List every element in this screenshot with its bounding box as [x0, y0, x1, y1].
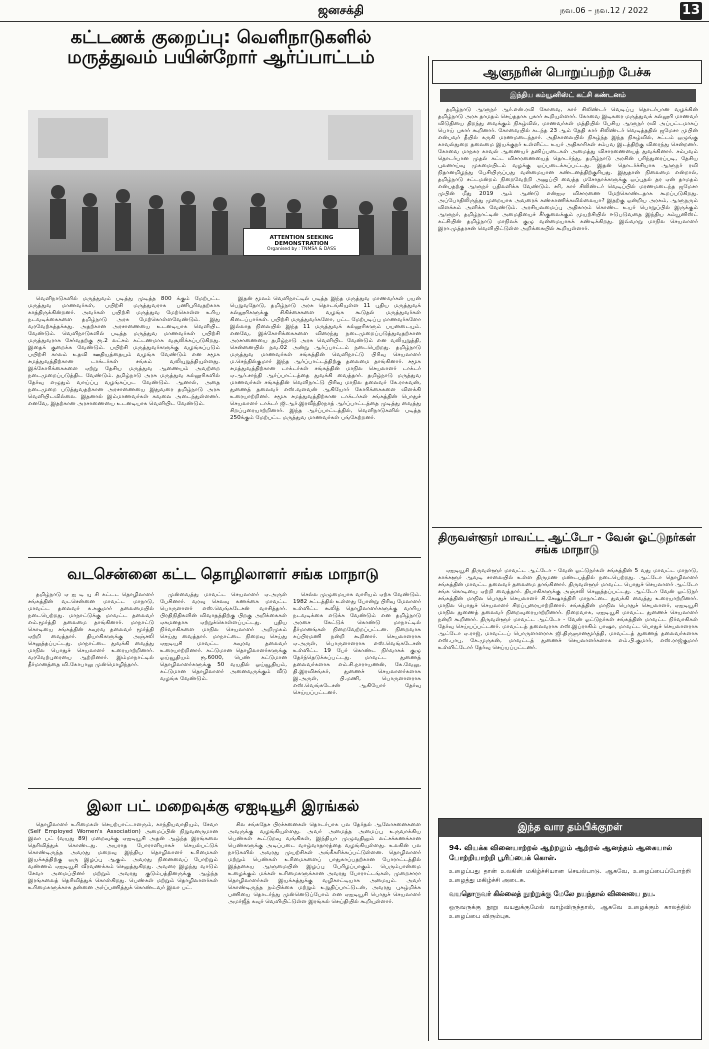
section-rule — [28, 788, 421, 789]
section-rule — [28, 557, 421, 558]
governor-headline-box — [432, 60, 702, 84]
ila-article-col-2 — [228, 822, 421, 1034]
north-article-col-3 — [293, 592, 421, 778]
ila-article-col-1 — [28, 822, 218, 1034]
north-chennai-headline: வடசென்னை கட்ட தொழிலாளர் சங்க மாநாடு — [67, 565, 379, 583]
lead-article-col-2-text: இதன் மூலம் வெளிநாட்டில் படித்த இந்த மருத்துவ மாணவர்கள் பயன் பெறுவதோடு, தமிழ்நாடு அரசு தொடங்கியுள்ள 11 புதிய மருத்துவக் கல்லூரிகளுக்கு சிகிச்சைகளை வழங்க கூடுதல் மருத்துவர்கள் கிடைப்பார்கள். பயிற்சி மருத்துவர்களோ, பட்ட மேற்படிப்பு மாணவர்களோ இல்லாத நிலையில் இந்த 11 மருத்துவக் கல்லூரிகளும் பயனடையும். எனவே, இக்கோரிக்கைகளை விரைந்து நடைமுறைப்படுத்துவதற்கான அரசாணையை தமிழ்நாடு அரசு வெளியிட வேண்டும் என வலியுறுத்தி, சென்னையில் நவ.02 அன்று ஆர்ப்பாட்டம் நடைபெற்றது. தமிழ்நாடு மருத்துவ மாணவர்கள் சங்கத்தின் வெளிநாட்டு பிரிவு செயலாளர் ம.செந்தில்குமார் இந்த ஆர்ப்பாட்டத்திற்கு தலைமை தாங்கினார். சமூக சமத்துவத்திற்கான டாக்டர்கள் சங்கத்தின் மாநில செயலாளர் டாக்டர் ஏ.ஆர்.சாந்தி ஆர்ப்பாட்டத்தை துவக்கி வைத்தார். தமிழ்நாடு மருத்துவ மாணவர்கள் சங்கத்தின் வெளிநாட்டு பிரிவு மாநில தலைவர் கே.ராகவன், துணைத் தலைவர் எஸ்.வளவன் ஆகியோர் கோரிக்கைகளை விளக்கி உரையாற்றினர். சமூக சமத்துவத்திற்கான டாக்டர்கள் சங்கத்தின் பொதுச் செயலாளர் டாக்டர் ஜி.ஆர்.இரவீந்திரநாத் ஆர்ப்பாட்டத்தை முடித்து வைத்து சிறப்புரையாற்றினார். இந்த ஆர்ப்பாட்டத்தில், வெளிநாடுகளில் படித்த 250க்கும் மேற்பட்ட மருத்துவ மாணவர்கள் பங்கேற்றனர். — [230, 296, 421, 421]
governor-article-body — [438, 107, 698, 521]
masthead: ஜனசக்தி — [318, 3, 364, 17]
north-article-col-2 — [160, 592, 287, 778]
governor-headline: ஆளுநரின் பொறுப்பற்ற பேச்சு — [483, 65, 651, 79]
main-headline-line-1: கட்டணக் குறைப்பு: வெளிநாடுகளில் — [70, 27, 372, 48]
kural-explanation-2: ஒருவருக்கு நூறு வயதுக்குமேல் வாழ்விருந்தால், ஆகவே உழைக்கும் காலத்தில் உழைப்பை விரும்புக. — [449, 904, 691, 920]
kural-box — [438, 818, 702, 1040]
kural-verse: 94. வியக்க வினையாற்றல் ஆற்றலும் ஆற்றல் ஆனந்தம் ஆகையால் போற்றியாற்றி பூரிப்பைக் கொள். — [449, 843, 673, 862]
auto-union-headline: திருவள்ளூர் மாவட்ட ஆட்டோ - வேன் ஓட்டுநர்கள் சங்க மாநாடு — [438, 531, 696, 557]
protest-banner-subtext: Organised by : TNMSA & DASS — [267, 247, 336, 252]
protest-photo — [28, 110, 421, 290]
governor-subheadline: இந்திய கம்யூனிஸ்ட் கட்சி கண்டனம் — [440, 89, 696, 102]
protest-banner — [243, 228, 360, 256]
north-article-col-1-text: தமிழ்நாடு ஏ ஐ டி யு சி கட்டட தொழிலாளர் சங்கத்தின் வடசென்னை மாவட்ட மாநாடு, மாவட்ட தலைவர் க.சுகுமார் தலைமையில் நடைபெற்றது. மாநாட்டுக்கு மாவட்ட தலைவர் எம்.மூர்த்தி தலைமை தாங்கினார். மாநாட்டு கொடியை சங்கத்தின் கவுரவ தலைவர் மூர்த்தி ஏற்றி வைத்தார். தியாகிகளுக்கு அஞ்சலி செலுத்தப்பட்டது. மாநாட்டை துவக்கி வைத்து மாநில பொதுச் செயலாளர் உரையாற்றினார். வரவேற்புரையை ஆற்றினார். இம்மாநாட்டில் தீர்மானத்தை வி.கோபாலு முன்மொழிந்தார். — [28, 592, 154, 668]
kural-title: இந்த வார தம்பிக்குறள் — [439, 819, 701, 837]
protest-banner-text: ATTENTION SEEKING DEMONSTRATION — [269, 235, 334, 247]
lead-article-col-1 — [28, 296, 220, 552]
main-headline — [20, 28, 422, 68]
lead-article-col-2 — [230, 296, 421, 552]
ila-bhatt-headline: இலா பட் மறைவுக்கு ஏஐடியூசி இரங்கல் — [86, 797, 360, 815]
lead-article-col-1-text: வெளிநாடுகளில் மருத்துவம் படித்து முடித்த 800 க்கும் மேற்பட்ட மருத்துவ மாணவர்கள், பயிற்சி மருத்துவராக பணிபுரிவதற்காக காத்திருக்கின்றனர். அவர்கள் பயிற்சி மருத்துவ மேற்கொள்ள உரிய நடவடிக்கைகளை தமிழ்நாடு அரசு மேற்கொள்ளவேண்டும். இது வரவேற்கத்தக்கது. அதற்கான அரசாணையை உடனடியாக வெளியிட வேண்டும். வெளிநாடுகளில் படித்த மருத்துவ மாணவர்கள் பயிற்சி மருத்துவராக சேர்வதற்கு ரூ.2 லட்சம் கட்டணமாக வசூலிக்கப்படுகிறது. இதைக் குறைக்க வேண்டும். பயிற்சி மருத்துவர்களுக்கு வழங்கப்படும் பயிற்சி காலம் உதவி ஊதியத்தையும் வழங்க வேண்டும் என சமூக சமத்துவத்திற்கான டாக்டர்கள் சங்கம் வலியுறுத்தியுள்ளது. இக்கோரிக்கைகளை ஏற்று தேசிய மருத்துவ ஆணையம் அவற்றை நடைமுறைப்படுத்திட வேண்டும். தமிழ்நாடு அரசு மருத்துவ கல்லூரிகளில் தேர்வு எழுதும் வாய்ப்பு வழங்கப்பட வேண்டும். ஆனால், அதை நடைமுறை படுத்துவதற்கான அரசாணையை இதுவரை தமிழ்நாடு அரசு வெளியிடவில்லை. இதனால் இம்மாணவர்கள் கவலை அடைந்துள்ளனர். எனவே, இதற்கான அரசாணையை உடனடியாக வெளியிட வேண்டும். — [28, 296, 220, 407]
north-article-col-1 — [28, 592, 154, 778]
page-header — [0, 0, 709, 22]
column-divider — [428, 56, 429, 1041]
kural-verse-2: வயதொருவர் கில்லைத் நூற்றுக்கு மேலே நயந்தால் வினையை நய. — [449, 890, 656, 898]
protest-photo-figures — [28, 110, 421, 290]
governor-article-text: தமிழ்நாடு ஆளுநர் ஆர்.என்.ரவி கோவை, கார் சிலிண்டர் வெடிப்பு தொடர்பான வழக்கின் தமிழ்நாடு அரசு தாமதம் செய்ததாக புகார் கூறியுள்ளார். கோவை இடிகரை மருத்துவக் கல்லூரி மாணவர் விடுதியை திறந்து வைக்கும் நிகழ்வில், மாணவர்கள் மத்தியில் பேசிய ஆளுநர் ரவி அப்பட்டமாகப் பொய் புகார் கூறினார். கோவையில் கடந்த 23 ஆம் தேதி கார் சிலிண்டர் வெடித்ததில் ஜமேசா முபின் என்பவர் தீயில் கருகி மரணமடைந்தார். அதிகாலையில் நிகழ்ந்த இந்த நிகழ்வில், சட்டம் ஒழுங்கு காவல்துறை தலைமை இயக்குநர் உள்ளிட்ட உயர் அதிகாரிகள் சம்பவ இடத்திற்கு விரைந்து சென்றனர். கோவை மாநகர காவல் ஆணையர் தனிப்படைகள் அமைத்து விசாரணையைத் துவக்கினார். சம்பவம் தொடர்பான முதல் கட்ட விசாரணையைத் தொடர்ந்து, தமிழ்நாடு அரசின் பரிந்துரைப்படி, தேசிய புலனாய்வு முகமையிடம் வழக்கு ஒப்படைக்கப்பட்டது. இதன் தொடர்ச்சியாக ஆளுநர் ரவி நிதானமிழந்து பேசியிருப்பது வன்மையான கண்டனத்திற்குரியது. இதுதான் நிலைமை என்றால், தமிழ்நாடு சட்டமன்றம் நிறைவேற்றி அனுப்பி வைத்த மசோதாக்களுக்கு ஒப்புதல் தர ஏன் தாமதம் என்பதற்கு ஆளுநர் பதிலளிக்க வேண்டும். சரி, கார் சிலிண்டர் வெடிப்பில் மரணமடைந்த ஜமேசா முபின் மீது 2019 ஆம் ஆண்டு என்ஐஏ விசாரணை மேற்கொண்டதாக கூறப்படுகிறது. அப்போதிலிருந்து முறையாக அவரைக் கண்காணிக்கவில்லையா? இதற்கு ஒன்றிய அரசும், ஆளுநரும் விளக்கம் அளிக்க வேண்டும். அரசியலமைப்பு அதிகாரம் கொண்ட உயர் பொறுப்பில் இருக்கும் ஆளுநர், தமிழ்நாட்டின் அமைதியைச் சீர்குலைக்கும் முயற்சியில் ஈடுபடுவதை இந்திய கம்யூனிஸ்ட் கட்சியின் தமிழ்நாடு மாநிலக் குழு வன்மையாகக் கண்டிக்கிறது. இவ்வாறு மாநில செயலாளர் இரா.முத்தரசன் வெளியிட்டுள்ள அறிக்கையில் கூறியுள்ளார். — [438, 107, 698, 232]
kural-explanation-1: உழைப்பது தான் உலகின் மகிழ்ச்சியான செயல்பாடு. ஆகவே, உழைப்பைப்போற்றி உழைத்து மகிழ்ச்சி அடைக. — [449, 868, 691, 884]
north-article-col-3-text: செல்ல முழுமையாக வாரியம் ஏற்க வேண்டும். 1982 சட்டத்தில் உள்ளது போன்று பிரிவு மேலாளர் உள்ளிட்ட கூலித் தொழிலாளர்களுக்கு வாரிய நடவடிக்கை எடுக்க வேண்டும் என தமிழ்நாடு அரசை கேட்டுக் கொண்டு மாநாட்டில் தீர்மானங்கள் நிறைவேற்றப்பட்டன. நிறைவாக சுப்பிரமணி நன்றி கூறினார். செயலாளராக ஏ.அருள், பொருளாளராக எஸ்.வெங்கடேசன் உள்ளிட்ட 19 பேர் கொண்ட நிர்வாகக் குழு தேர்ந்தெடுக்கப்பட்டது. மாவட்ட துணைத் தலைவர்களாக எம்.சி.நாராயணன், கே.வேலு, தி.இரவிசங்கர், துணைச் செயலாளர்களாக இ.அருள், பி.மணி, பொருளாளராக எஸ்.வெங்கடேசன் ஆகியோர் தேர்வு செய்யப்பட்டனர். — [293, 592, 421, 696]
auto-union-article-text: ஏஐடியூசி திருவள்ளூர் மாவட்ட ஆட்டோ - வேன் ஓட்டுநர்கள் சங்கத்தின் 5 வது மாவட்ட மாநாடு, காக்களூர் ஆவடி சாலையில் உள்ள திருமண மண்டபத்தில் நடைபெற்றது. ஆட்டோ தொழிலாளர் சங்கத்தின் மாவட்ட தலைவர் தலைமை தாங்கினார். திருவள்ளூர் மாவட்ட பொதுச் செயலாளர் ஆட்டோ சங்க கொடியை ஏற்றி வைத்தார். தியாகிகளுக்கு அஞ்சலி செலுத்தப்பட்டது. ஆட்டோ வேன் ஓட்டுநர் சங்கத்தின் மாநில பொதுச் செயலாளர் சி.சேஷாத்திரி மாநாட்டை துவக்கி வைத்து உரையாற்றினார். மாநில பொதுச் செயலாளர் சிறப்புரையாற்றினார். சங்கத்தின் மாநில பொதுச் செயலாளர், ஏஐடியூசி மாநில துணைத் தலைவர் நிறைவுரையாற்றினார். நிறைவாக, ஏஐடியூசி மாவட்ட துணைச் செயலாளர் நன்றி கூறினார். திருவள்ளூர் மாவட்ட ஆட்டோ - வேன் ஓட்டுநர்கள் சங்கத்தின் மாவட்ட நிர்வாகிகள் தேர்வு செய்யப்பட்டனர். மாவட்டத் தலைவராக எஸ்.இப்ராகிம் பாஷா, மாவட்ட பொதுச் செயலாளராக ஆட்டோ ஏ.ராஜ், மாவட்டப் பொருளாளராக ஜி.திருஞானமூர்த்தி, மாவட்டத் துணைத் தலைவர்களாக எஸ்.பாபு, கே.முருகன், மாவட்டத் துணைச் செயலாளர்களாக எம்.பி.குமார், எஸ்.ராஜ்குமார் உள்ளிட்டோர் தேர்வு செய்யப்பட்டனர். — [438, 568, 698, 651]
issue-date: நவ.06 – நவ.12 / 2022 — [560, 6, 649, 15]
ila-article-col-1-text: தொழிலாளர் உரிமைகள் செயற்பாட்டாளரும், காந்தியவாதியும், சேவா (Self Employed Women's Association) அமைப்பின் நிறுவனருமான இலா பட் (வயது 89) மறைவுக்கு ஏஐடியூசி அதன் ஆழ்ந்த இரங்கலை தெரிவித்துக் கொண்டது. அயராத போராளியாகச் செயல்பட்டுக் கொண்டிருந்த அவரது மறைவு இந்திய தொழிலாளர் உரிமைகள் இயக்கத்திற்கு ஒரு இழப்பு ஆகும். அவரது நினைவைப் போற்றும் வண்ணம் ஏஐடியூசி வீரவணக்கம் செலுத்துகிறது. அவரை இழந்து வாடும் சேவா அமைப்பினர் மற்றும் அவரது குடும்பத்தினருக்கு ஆழ்ந்த இரங்கலைத் தெரிவித்துக் கொள்கிறது. பெண்கள் மற்றும் தொழிலாளர்கள் உரிமைகளுக்காக தன்னை அர்ப்பணித்துக் கொண்டவர் இலா பட். — [28, 822, 218, 891]
section-rule — [432, 527, 702, 528]
auto-union-article-body — [438, 568, 698, 812]
main-headline-line-2: மருத்துவம் பயின்றோர் ஆர்ப்பாட்டம் — [67, 46, 375, 68]
north-article-col-2-text: முன்வைத்து மாவட்ட செயலாளர் ஏ.அருள் பேசினார். வரவு செலவு கணக்கை மாவட்ட பொருளாளர் எஸ்.வெங்கடேசன் வாசித்தார். பிரதிநிதிகளின் விவாதத்திற்கு பிறகு அறிக்கைகள் ஏகமனதாக ஏற்றுக்கொள்ளப்பட்டது. புதிய நிர்வாகிகளை மாநில செயலாளர் அறிமுகம் செய்து வைத்தார். மாநாட்டை நிறைவு செய்து ஏஐடியுசி மாவட்ட கவுரவ தலைவர் உரையாற்றினார். கட்டுமான தொழிலாளர்களுக்கு ஓய்வூதியம் ரூ.6000, பெண் கட்டுமான தொழிலாளர்களுக்கு 50 வயதில் ஓய்வூதியம், கட்டுமான தொழிலாளர் அனைவருக்கும் வீடு வழங்க வேண்டும். — [160, 592, 287, 682]
ila-article-col-2-text: சில சங்கதேச பிரச்சனைகள் தொடர்பாக பல தேர்தல் ஆலோசனைகளை அவருக்கு வழங்கியுள்ளது. அவர் அமைத்த அமைப்பு உருவாக்கிய பெண்கள் கூட்டுறவு வங்கிகள், இந்தியா முழுவதிலும் லட்சக்கணக்கான பெண்களுக்கு அடிப்படை வாழ்வாதாரத்தை வழங்கியுள்ளது. உலகின் பல நாடுகளில் அவரது முயற்சிகள் அங்கீகரிக்கப்பட்டுள்ளன. தொழிலாளர் மற்றும் பெண்கள் உரிமைகளைப் பாதுகாப்பதற்கான போராட்டத்தில் இத்தகைய ஆளுமையின் இழப்பு பேரிழப்பாகும். பெரும்பான்மை உழைக்கும் மக்கள் உரிமைகளுக்கான அவரது போராட்டங்கள், முறைசாரா தொழிலாளர்கள் இயக்கத்துக்கு வழிகாட்டியாக அமையும். அவர் கொண்டிருந்த நம்பிக்கை மற்றும் உறுதிப்பாட்டுடன், அவரது புகழ்மிக்க பணியை தொடர்ந்து முன்னெடுப்போம் என ஏஐடியூசி பொதுச் செயலாளர் அமர்ஜீத் கவுர் வெளியிட்டுள்ள இரங்கல் செய்தியில் கூறியுள்ளார். — [228, 822, 421, 905]
page-number: 13 — [681, 3, 701, 18]
